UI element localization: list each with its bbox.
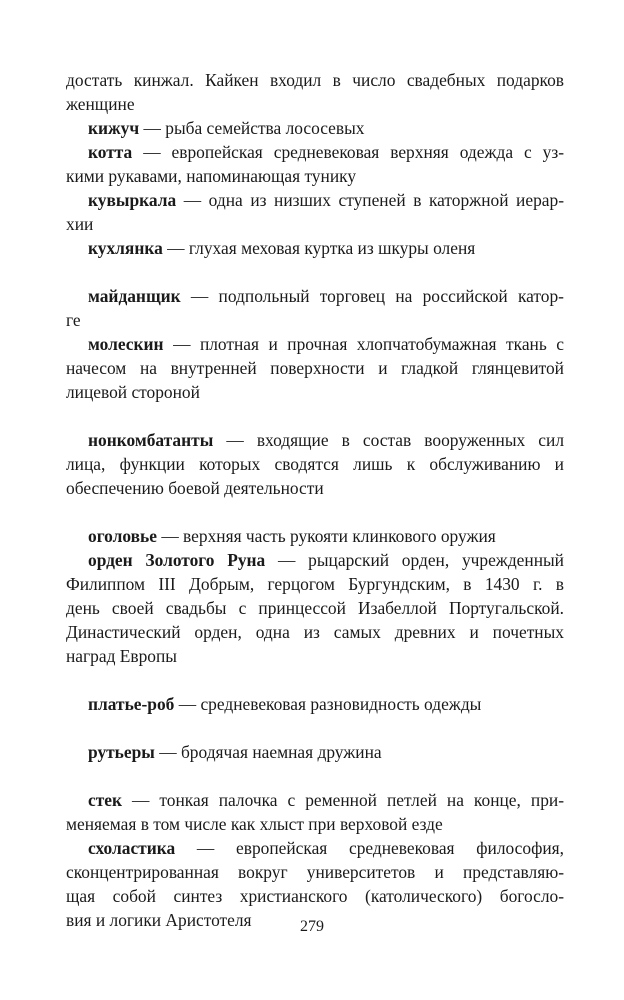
glossary-definition: — одна из низших ступеней в каторжной иерар- xyxy=(183,190,564,210)
glossary-definition-line: хии xyxy=(66,214,94,234)
section-gap xyxy=(66,260,564,284)
glossary-definition-line: Династический орден, одна из самых древних и почетных xyxy=(66,622,564,642)
glossary-definition: — тонкая палочка с ременной петлей на конце, при- xyxy=(132,790,564,810)
glossary-definition: — рыцарский орден, учрежденный xyxy=(278,550,564,570)
glossary-term: платье-роб xyxy=(88,694,175,714)
glossary-definition: — европейская средневековая философия, xyxy=(196,838,564,858)
glossary-term: кухлянка xyxy=(88,238,163,258)
glossary-entry-moleskin xyxy=(66,332,564,356)
glossary-definition-line: день своей свадьбы с принцессой Изабеллой Португальской. xyxy=(66,598,564,618)
glossary-entry-kuvyrkala xyxy=(66,188,564,212)
glossary-definition-line: лицевой стороной xyxy=(66,382,200,402)
glossary-term: схоластика xyxy=(88,838,176,858)
glossary-entry-rutiery xyxy=(66,740,564,764)
glossary-definition-line: вия и логики Аристотеля xyxy=(66,910,252,930)
section-gap xyxy=(66,764,564,788)
glossary-term: оголовье xyxy=(88,526,157,546)
glossary-definition-line: лица, функции которых сводятся лишь к обслуживанию и xyxy=(66,454,564,474)
glossary-definition: — подпольный торговец на российской катор- xyxy=(190,286,564,306)
glossary-definition: — входящие в состав вооруженных сил xyxy=(226,430,564,450)
glossary-definition-line: ге xyxy=(66,310,81,330)
glossary-definition-line: обеспечению боевой деятельности xyxy=(66,478,324,498)
glossary-entry-ogolovie xyxy=(66,524,564,548)
section-gap xyxy=(66,668,564,692)
glossary-entry-maidanshchik xyxy=(66,284,564,308)
glossary-entry-orden xyxy=(66,548,564,572)
glossary-definition: — рыба семейства лососевых xyxy=(143,118,365,138)
glossary-term: кувыркала xyxy=(88,190,177,210)
glossary-entry-kizhuch xyxy=(66,116,564,140)
glossary-definition: — бродячая наемная дружина xyxy=(159,742,382,762)
glossary-definition-line: меняемая в том числе как хлыст при верховой езде xyxy=(66,814,443,834)
glossary-entry-stek xyxy=(66,788,564,812)
glossary-definition-line: наград Европы xyxy=(66,646,177,666)
glossary-definition-line: кими рукавами, напоминающая тунику xyxy=(66,166,357,186)
glossary-definition-line: Филиппом III Добрым, герцогом Бургундским, в 1430 г. в xyxy=(66,574,564,594)
glossary-definition: — верхняя часть рукояти клинкового оружия xyxy=(161,526,496,546)
glossary-term: кижуч xyxy=(88,118,140,138)
section-gap xyxy=(66,500,564,524)
glossary-term: рутьеры xyxy=(88,742,155,762)
glossary-definition: — средневековая разновидность одежды xyxy=(178,694,482,714)
glossary-term: молескин xyxy=(88,334,164,354)
glossary-entry-nonkombatanty xyxy=(66,428,564,452)
glossary-definition-line: сконцентрированная вокруг университетов и представляю- xyxy=(66,862,564,882)
glossary-term: орден Золотого Руна xyxy=(88,550,266,570)
glossary-definition-line: начесом на внутренней поверхности и гладкой глянцевитой xyxy=(66,358,564,378)
glossary-definition: — плотная и прочная хлопчатобумажная ткань с xyxy=(173,334,564,354)
glossary-definition: — европейская средневековая верхняя одежда с уз- xyxy=(143,142,564,162)
glossary-definition: — глухая меховая куртка из шкуры оленя xyxy=(167,238,476,258)
intro-line: женщине xyxy=(66,94,135,114)
glossary-term: стек xyxy=(88,790,123,810)
glossary-term: котта xyxy=(88,142,133,162)
glossary-entry-platie-rob xyxy=(66,692,564,716)
glossary-definition-line: щая собой синтез христианского (католического) богосло- xyxy=(66,886,564,906)
glossary-term: майданщик xyxy=(88,286,181,306)
section-gap xyxy=(66,404,564,428)
page-number: 279 xyxy=(300,918,324,935)
glossary-entry-kukhlyanka xyxy=(66,236,564,260)
section-gap xyxy=(66,716,564,740)
glossary-entry-skholastika xyxy=(66,836,564,860)
page-body xyxy=(66,68,564,932)
intro-line: достать кинжал. Кайкен входил в число свадебных подарков xyxy=(66,70,564,90)
glossary-entry-kotta xyxy=(66,140,564,164)
glossary-term: нонкомбатанты xyxy=(88,430,214,450)
